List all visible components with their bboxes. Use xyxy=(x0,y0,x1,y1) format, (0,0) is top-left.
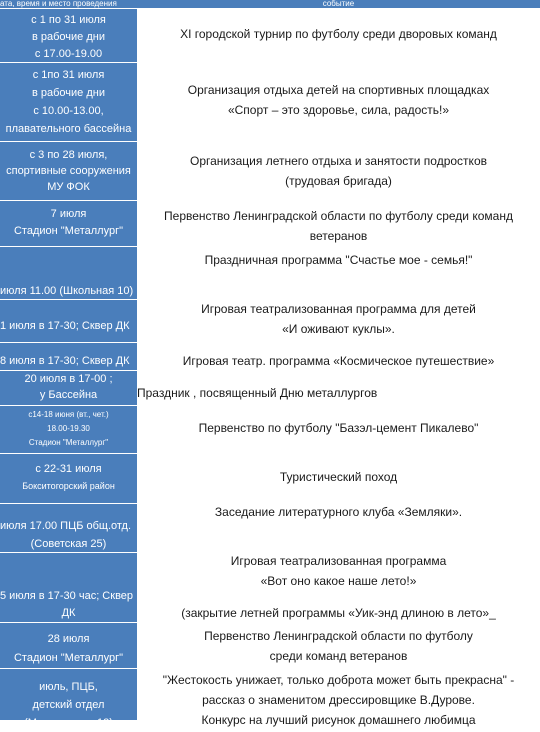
row-11-event: Заседание литературного клуба «Земляки». xyxy=(214,505,463,519)
row-9-event: Первенство по футболу "Базэл-цемент Пикалево" xyxy=(198,421,479,435)
row-separator xyxy=(0,8,137,9)
row-10-event: Туристический поход xyxy=(279,470,398,484)
row-4-event: Первенство Ленинградской области по футболу среди команд ветеранов xyxy=(164,209,513,243)
row-4-date: 7 июля Стадион "Металлург" xyxy=(13,208,123,237)
row-13-event: Первенство Ленинградской области по футболу среди команд ветеранов xyxy=(204,629,473,663)
row-separator xyxy=(0,503,137,504)
row-2-date: с 1по 31 июля в рабочие дни с 10.00-13.00, плавательного бассейна xyxy=(5,69,132,135)
row-separator xyxy=(0,200,137,201)
row-14-event: "Жестокость унижает, только доброта может быть прекрасна" - рассказ о знаменитом дрессировщике В.Дурове. Конкурс на лучший рисунок домашнего любимца xyxy=(162,673,515,727)
row-8-event: Праздник , посвященный Дню металлургов xyxy=(137,386,378,400)
header-date-place: ата, время и место проведения xyxy=(0,0,137,8)
header-event: событие xyxy=(137,0,540,8)
row-3-date: с 3 по 28 июля, спортивные сооружения МУ ФОК xyxy=(6,149,131,193)
row-10-date: с 22-31 июля Бокситогорский район xyxy=(22,463,115,491)
row-12-event: Игровая театрализованная программа «Вот оно какое наше лето!» (закрытие летней программы «Уик-энд длиною в лето»_ xyxy=(181,554,496,620)
row-7-date: 8 июля в 17-30; Сквер ДК xyxy=(0,355,130,367)
row-separator xyxy=(0,299,137,300)
row-3-event: Организация летнего отдыха и занятости подростков (трудовая бригада) xyxy=(189,154,487,188)
row-13-date: 28 июля Стадион "Металлург" xyxy=(13,633,123,664)
row-separator xyxy=(0,246,137,247)
row-separator xyxy=(0,342,137,343)
row-14-date: июль, ПЦБ, детский отдел (Металлургов 12) xyxy=(24,681,113,729)
row-5-date: июля 11.00 (Школьная 10) xyxy=(0,285,134,297)
row-1-event: XI городской турнир по футболу среди дворовых команд xyxy=(180,27,497,41)
row-9-date: с14-18 июня (вт., чет.) 18.00-19.30 Стадион "Металлург" xyxy=(28,410,109,447)
row-6-event: Игровая театрализованная программа для детей «И оживают куклы». xyxy=(201,302,476,336)
row-12-date: 5 июля в 17-30 час; Сквер ДК xyxy=(0,590,134,619)
row-separator xyxy=(0,668,137,669)
row-separator xyxy=(0,141,137,142)
row-5-event: Праздничная программа "Счастье мое - семья!" xyxy=(204,253,473,267)
row-6-date: 1 июля в 17-30; Сквер ДК xyxy=(0,320,130,332)
row-2-event: Организация отдыха детей на спортивных площадках «Спорт – это здоровье, сила, радость!» xyxy=(187,83,490,117)
row-separator xyxy=(0,453,137,454)
row-separator xyxy=(0,622,137,623)
row-8-date: 20 июля в 17-00 ; у Бассейна xyxy=(24,373,113,401)
row-11-date: июля 17.00 ПЦБ общ.отд. (Советская 25) xyxy=(0,520,132,550)
row-1-date: с 1 по 31 июля в рабочие дни с 17.00-19.00 xyxy=(31,14,106,60)
row-7-event: Игровая театр. программа «Космическое путешествие» xyxy=(182,354,495,368)
row-separator xyxy=(0,405,137,406)
